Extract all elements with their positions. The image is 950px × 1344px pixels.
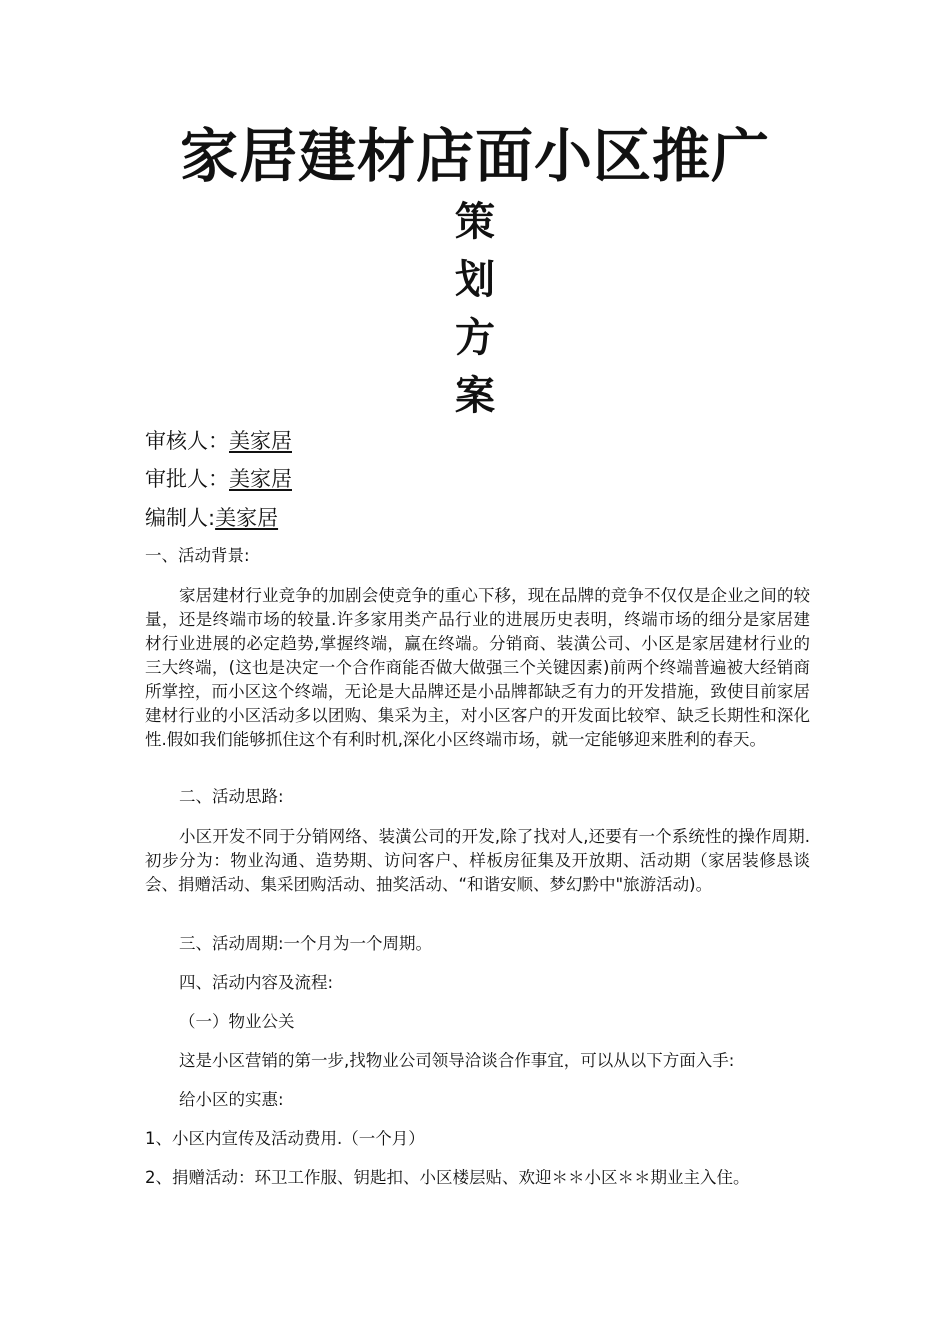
reviewer-line [145, 426, 292, 456]
reviewer-value: 美家居 [229, 429, 292, 453]
section-body-approach: 小区开发不同于分销网络、装潢公司的开发,除了找对人,还要有一个系统性的操作周期.初步分为：物业沟通、造势期、访问客户、样板房征集及开放期、活动期（家居装修恳谈会、捐赠活动、集采团购活动、抽奖活动、“和谐安顺、梦幻黔中"旅游活动)。 [145, 827, 810, 894]
title-vertical-char-2: 划 [455, 257, 495, 303]
author-line [145, 503, 278, 533]
title-vertical-char-4: 案 [455, 373, 495, 419]
section-heading-background: 一、活动背景: [145, 546, 250, 565]
title-vertical-char-1: 策 [455, 199, 495, 245]
approver-value: 美家居 [229, 467, 292, 491]
section-heading-period: 三、活动周期:一个月为一个周期。 [179, 934, 433, 953]
section-body-background: 家居建材行业竞争的加剧会使竞争的重心下移，现在品牌的竞争不仅仅是企业之间的较量，还是终端市场的较量.许多家用类产品行业的进展历史表明，终端市场的细分是家居建材行业进展的必定趋势,掌握终端，赢在终端。分销商、装潢公司、小区是家居建材行业的三大终端，(这也是决定一个合作商能否做大做强三个关键因素)前两个终端普遍被大经销商所掌控，而小区这个终端，无论是大品牌还是小品牌都缺乏有力的开发措施，致使目前家居建材行业的小区活动多以团购、集采为主，对小区客户的开发面比较窄、缺乏长期性和深化性.假如我们能够抓住这个有利时机,深化小区终端市场，就一定能够迎来胜利的春天。 [145, 586, 810, 749]
reviewer-label: 审核人： [145, 429, 229, 453]
author-label: 编制人: [145, 506, 216, 530]
subsection-heading-pr: （一）物业公关 [179, 1012, 295, 1031]
list-item-1: 1、小区内宣传及活动费用.（一个月） [145, 1129, 425, 1148]
approver-label: 审批人： [145, 467, 229, 491]
author-value: 美家居 [215, 506, 279, 530]
approver-line [145, 464, 292, 494]
document-title: 家居建材店面小区推广 [179, 122, 770, 190]
benefit-heading: 给小区的实惠: [179, 1090, 284, 1109]
section-heading-content: 四、活动内容及流程: [179, 973, 334, 992]
section-heading-approach: 二、活动思路: [179, 787, 284, 806]
subsection-body-pr: 这是小区营销的第一步,找物业公司领导洽谈合作事宜，可以从以下方面入手: [179, 1051, 735, 1070]
list-item-2: 2、捐赠活动：环卫工作服、钥匙扣、小区楼层贴、欢迎＊＊小区＊＊期业主入住。 [145, 1168, 750, 1187]
title-vertical-char-3: 方 [455, 315, 495, 361]
